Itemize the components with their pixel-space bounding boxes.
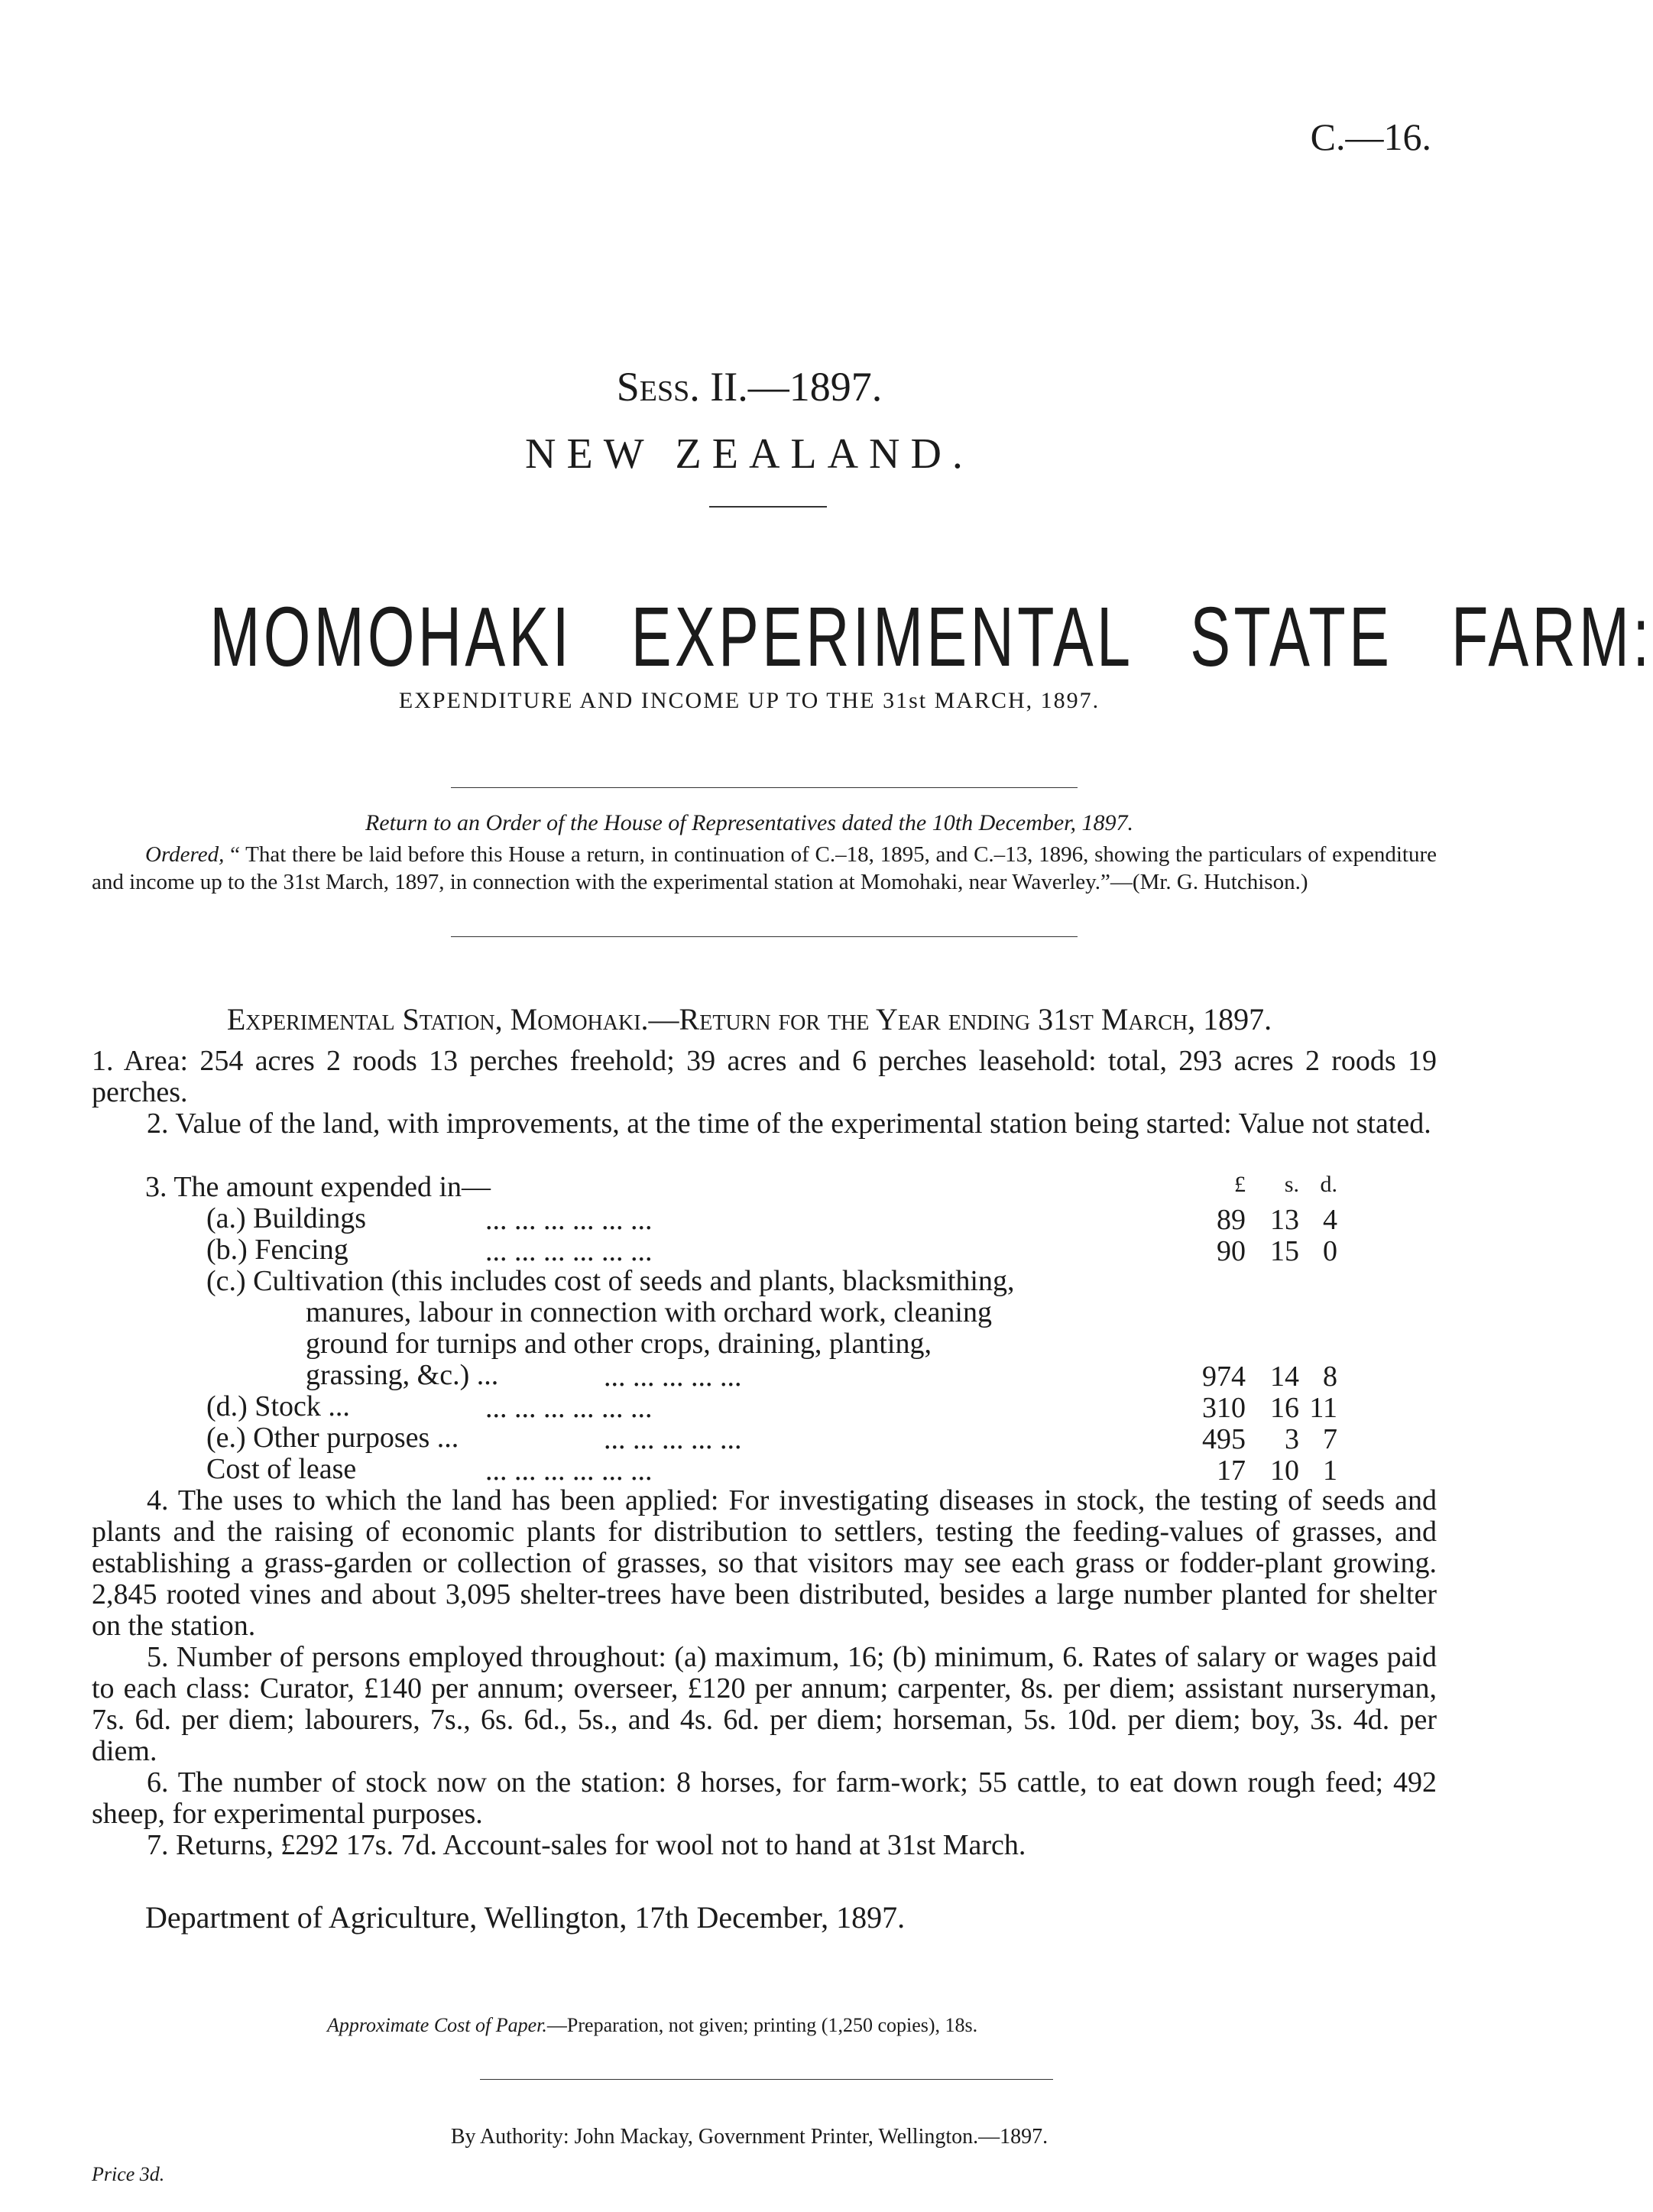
expenditure-label-cont: manures, labour in connection with orchard work, cleaning	[306, 1296, 992, 1328]
amount-pounds: 495	[1202, 1423, 1246, 1455]
page-title: MOMOHAKI EXPERIMENTAL STATE FARM:	[209, 590, 1653, 684]
department-signoff: Department of Agriculture, Wellington, 17th December, 1897.	[145, 1900, 906, 1935]
amount-shillings: 14	[1270, 1361, 1299, 1393]
item-returns: 7. Returns, £292 17s. 7d. Account-sales for wool not to hand at 31st March.	[147, 1829, 1026, 1861]
amount-shillings: 10	[1270, 1455, 1299, 1487]
item-land-uses: 4. The uses to which the land has been applied: For investigating diseases in stock, the testing of seeds and plants and the raising of economic plants for distribution to settlers, testing the feeding-values of grasses, and establishing a grass-garden or collection of grasses, so that visitors may see each grass or fodder-plant growing. 2,845 rooted vines and about 3,095 shelter-trees have been distributed, besides a large number planted for shelter on the station.	[92, 1484, 1437, 1642]
expenditure-label: (d.) Stock ...	[206, 1390, 350, 1422]
pence-header: d.	[1320, 1172, 1337, 1197]
leader-dots: ... ... ... ... ... ...	[485, 1235, 653, 1267]
expenditure-label: (b.) Fencing	[206, 1234, 348, 1266]
amount-pounds: 89	[1217, 1204, 1246, 1236]
expenditure-label-cont: grassing, &c.) ...	[306, 1359, 499, 1391]
expenditure-label: Cost of lease	[206, 1453, 357, 1485]
page-subtitle: EXPENDITURE AND INCOME UP TO THE 31st MARCH, 1897.	[398, 688, 1100, 713]
ordered-text: “ That there be laid before this House a return, in continuation of C.–18, 1895, and C.–13, 1896, showing the particulars of expenditure and income up to the 31st March, 1897, in connection with the experimental station at Momohaki, near Waverley.”—(Mr. G. Hutchison.)	[92, 842, 1437, 894]
expenditure-label: (a.) Buildings	[206, 1202, 366, 1234]
item-land-value: 2. Value of the land, with improvements, at the time of the experimental station being started: Value not stated.	[147, 1108, 1431, 1140]
amount-pence: 8	[1323, 1361, 1337, 1393]
order-top-rule	[451, 787, 1078, 788]
leader-dots: ... ... ... ... ...	[604, 1361, 742, 1393]
country-heading: NEW ZEALAND.	[525, 430, 974, 478]
session-line: Sess. II.—1897.	[616, 364, 883, 410]
cost-of-paper	[327, 2014, 977, 2037]
amount-pence: 4	[1323, 1204, 1337, 1236]
ordered-label: Ordered,	[145, 842, 225, 867]
amount-pounds: 974	[1202, 1361, 1246, 1393]
expenditure-label: (c.) Cultivation (this includes cost of seeds and plants, blacksmithing,	[206, 1265, 1015, 1297]
leader-dots: ... ... ... ... ... ...	[485, 1204, 653, 1236]
footer-rule	[480, 2079, 1053, 2080]
item-area: 1. Area: 254 acres 2 roods 13 perches freehold; 39 acres and 6 perches leasehold: total, 293 acres 2 roods 19 perches.	[92, 1045, 1437, 1108]
cost-text: —Preparation, not given; printing (1,250 copies), 18s.	[546, 2014, 978, 2036]
station-heading: Experimental Station, Momohaki.—Return for the Year ending 31st March, 1897.	[226, 1002, 1272, 1036]
price-note: Price 3d.	[92, 2163, 165, 2185]
pounds-header: £	[1234, 1172, 1246, 1197]
return-order-line: Return to an Order of the House of Representatives dated the 10th December, 1897.	[365, 810, 1134, 835]
shillings-header: s.	[1284, 1172, 1299, 1197]
item-stock-count: 6. The number of stock now on the station: 8 horses, for farm-work; 55 cattle, to eat down rough feed; 492 sheep, for experimental purposes.	[92, 1766, 1437, 1830]
amount-shillings: 15	[1270, 1235, 1299, 1267]
amount-pounds: 90	[1217, 1235, 1246, 1267]
item-expended-intro: 3. The amount expended in—	[145, 1171, 491, 1203]
leader-dots: ... ... ... ... ... ...	[485, 1455, 653, 1487]
amount-shillings: 3	[1285, 1423, 1299, 1455]
amount-pence: 0	[1323, 1235, 1337, 1267]
expenditure-label-cont: ground for turnips and other crops, draining, planting,	[306, 1328, 932, 1360]
amount-shillings: 13	[1270, 1204, 1299, 1236]
order-bottom-rule	[451, 936, 1078, 937]
amount-shillings: 16	[1270, 1392, 1299, 1424]
amount-pounds: 310	[1202, 1392, 1246, 1424]
item-persons-employed: 5. Number of persons employed throughout: (a) maximum, 16; (b) minimum, 6. Rates of salary or wages paid to each class: Curator, £140 per annum; overseer, £120 per annum; carpenter, 8s. per diem; assistant nurseryman, 7s. 6d. per diem; labourers, 7s., 6s. 6d., 5s., and 4s. 6d. per diem; horseman, 5s. 10d. per diem; boy, 3s. 4d. per diem.	[92, 1641, 1437, 1767]
cost-label: Approximate Cost of Paper.	[327, 2014, 547, 2036]
leader-dots: ... ... ... ... ...	[604, 1423, 742, 1455]
printer-authority: By Authority: John Mackay, Government Printer, Wellington.—1897.	[450, 2125, 1049, 2149]
header-rule	[709, 506, 827, 508]
leader-dots: ... ... ... ... ... ...	[485, 1392, 653, 1424]
amount-pence: 1	[1323, 1455, 1337, 1487]
amount-pence: 11	[1309, 1392, 1337, 1424]
document-reference: C.—16.	[1310, 115, 1431, 158]
expenditure-label: (e.) Other purposes ...	[206, 1422, 459, 1454]
amount-pounds: 17	[1217, 1455, 1246, 1487]
ordered-paragraph	[92, 841, 1437, 896]
amount-pence: 7	[1323, 1423, 1337, 1455]
